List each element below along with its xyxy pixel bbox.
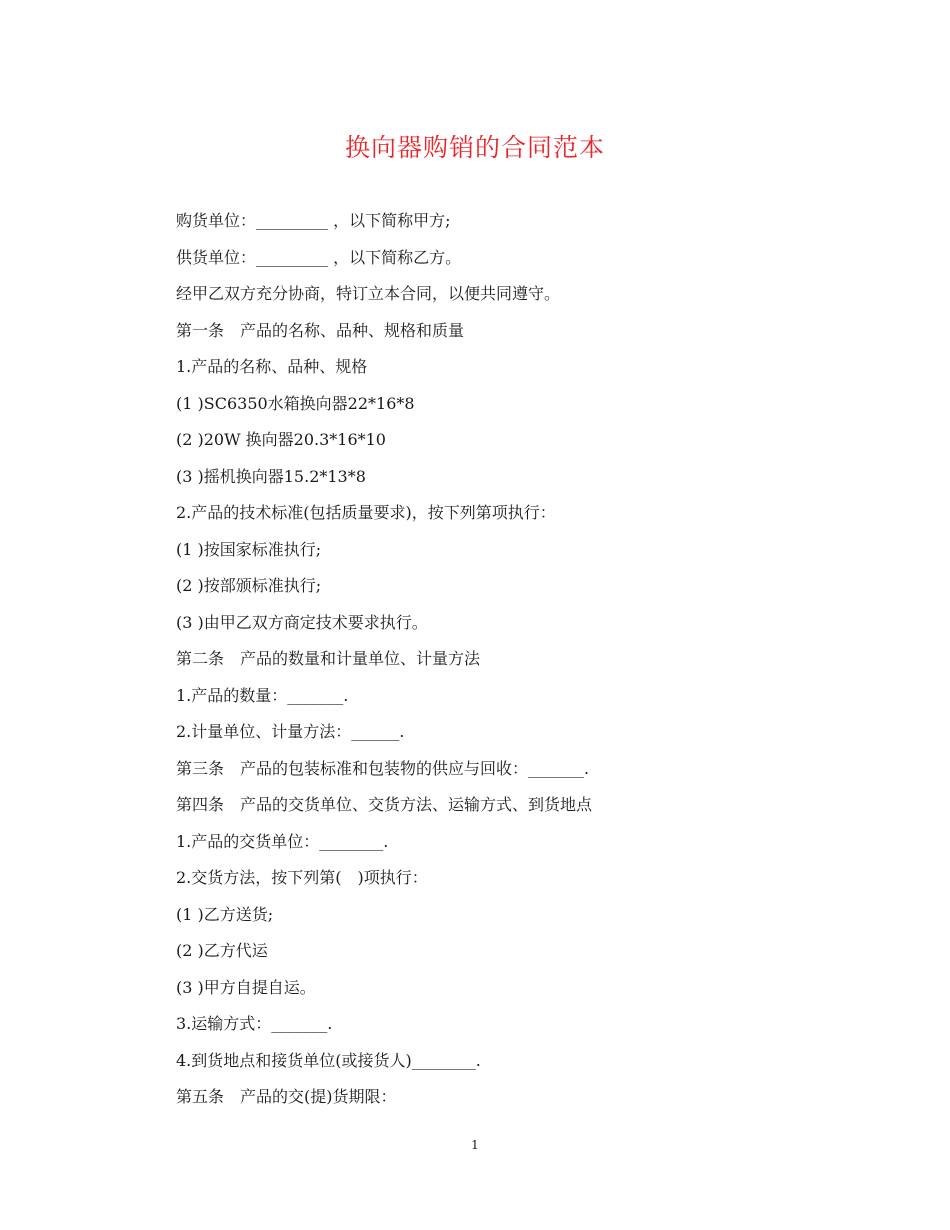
document-line: 购货单位：_________ ，以下简称甲方; bbox=[176, 211, 451, 230]
document-line: (2 )按部颁标准执行; bbox=[176, 576, 322, 595]
document-line: (2 )20W 换向器20.3*16*10 bbox=[176, 430, 386, 449]
document-line: 经甲乙双方充分协商，特订立本合同，以便共同遵守。 bbox=[176, 284, 561, 303]
document-title: 换向器购销的合同范本 bbox=[344, 133, 605, 162]
document-line: (1 )按国家标准执行; bbox=[176, 539, 322, 559]
document-line: (1 )乙方送货; bbox=[176, 904, 274, 924]
document-line: 第二条 产品的数量和计量单位、计量方法 bbox=[176, 649, 481, 668]
document-line: 第五条 产品的交(提)货期限： bbox=[176, 1087, 397, 1106]
document-line: (2 )乙方代运 bbox=[176, 941, 268, 960]
document-line: 1.产品的数量：_______. bbox=[176, 685, 349, 705]
document-line: (1 )SC6350水箱换向器22*16*8 bbox=[176, 393, 415, 413]
document-line: 2.产品的技术标准(包括质量要求)，按下列第项执行： bbox=[176, 503, 556, 522]
document-line: 2.交货方法，按下列第( )项执行： bbox=[176, 868, 428, 887]
page-number: 1 bbox=[471, 1138, 479, 1152]
document-line: 2.计量单位、计量方法：______. bbox=[176, 722, 405, 741]
document-line: 第一条 产品的名称、品种、规格和质量 bbox=[176, 320, 465, 340]
document-line: 4.到货地点和接货单位(或接货人)________. bbox=[176, 1050, 481, 1070]
document-line: (3 )摇机换向器15.2*13*8 bbox=[176, 466, 366, 486]
document-line: 第四条 产品的交货单位、交货方法、运输方式、到货地点 bbox=[176, 795, 593, 814]
document-line: (3 )甲方自提自运。 bbox=[176, 977, 316, 997]
document-line: 第三条 产品的包装标准和包装物的供应与回收：_______. bbox=[176, 758, 590, 778]
document-line: 3.运输方式：_______. bbox=[176, 1014, 333, 1033]
document-line: 1.产品的名称、品种、规格 bbox=[176, 357, 368, 376]
document-line: (3 )由甲乙双方商定技术要求执行。 bbox=[176, 612, 428, 632]
document-body bbox=[176, 203, 876, 1116]
document-line: 供货单位：_________ ，以下简称乙方。 bbox=[176, 247, 462, 267]
document-line: 1.产品的交货单位：________. bbox=[176, 831, 389, 851]
